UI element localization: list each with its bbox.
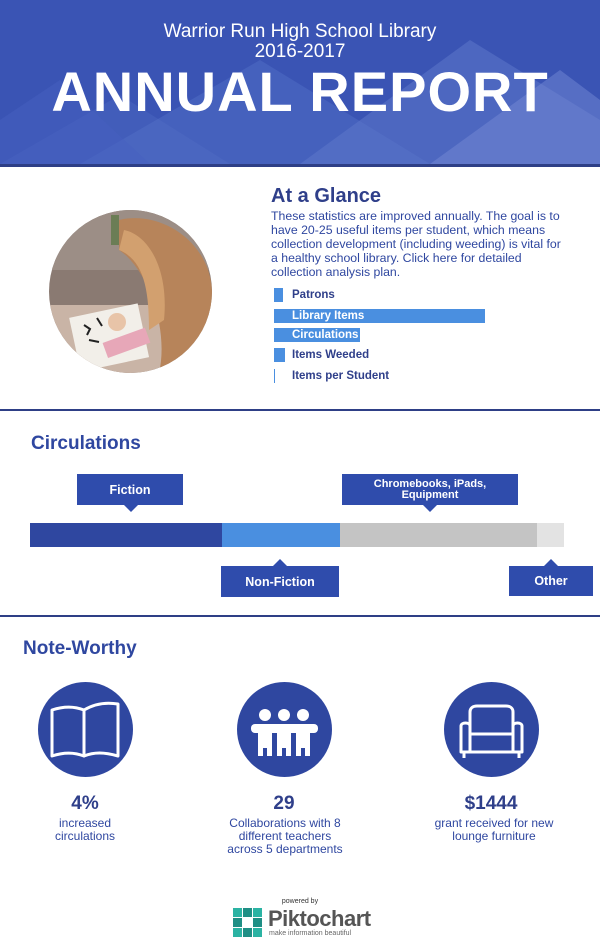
callout-pointer [544, 559, 558, 566]
segment-non-fiction [222, 523, 339, 547]
stat-bar [274, 369, 275, 383]
stat-label: Patrons [292, 289, 335, 301]
glance-title: At a Glance [271, 185, 382, 207]
note-description: Collaborations with 8 different teachers across 5 departments [227, 816, 343, 856]
circulations-bar [30, 523, 564, 547]
piktochart-logo-icon[interactable] [233, 908, 263, 938]
note-value: $1444 [464, 793, 518, 814]
school-name: Warrior Run High School Library [163, 21, 437, 42]
callout-label: Non-Fiction [245, 574, 315, 589]
section-divider [0, 409, 600, 411]
circulations-title: Circulations [31, 433, 141, 454]
glance-description[interactable]: These statistics are improved annually. The goal is to have 20-25 useful items per student, which means collection development (including weeding) is vital for a healthy school library. Click here for detailed collection analysis plan. [271, 209, 561, 279]
segment-chromebooks [340, 523, 538, 547]
callout-label: Fiction [109, 482, 151, 497]
callout-pointer [124, 505, 138, 512]
book-icon [38, 682, 133, 777]
people-icon [237, 682, 332, 777]
note-value: 4% [71, 793, 99, 814]
stat-bar [274, 348, 285, 362]
callout-chromebooks [342, 474, 518, 505]
callout-non-fiction [221, 566, 339, 597]
callout-pointer [423, 505, 437, 512]
callout-label: Other [534, 574, 568, 588]
stat-label: Items Weeded [292, 349, 370, 361]
callout-pointer [273, 559, 287, 566]
section-divider [0, 615, 600, 617]
callout-other [509, 566, 593, 596]
report-title: ANNUAL REPORT [51, 60, 549, 123]
piktochart-brand[interactable]: Piktochart [268, 906, 371, 931]
armchair-icon [444, 682, 539, 777]
stat-label: Library Items [292, 310, 365, 322]
note-description: increased circulations [54, 816, 116, 843]
callout-label: Chromebooks, iPads, Equipment [373, 477, 487, 501]
header-divider [0, 164, 600, 167]
callout-fiction [77, 474, 183, 505]
report-header [0, 0, 600, 164]
powered-by-text: powered by [281, 898, 319, 905]
student-photo [49, 210, 212, 373]
segment-other [537, 523, 564, 547]
stat-bar [274, 288, 283, 302]
note-value: 29 [273, 793, 295, 814]
note-description: grant received for new lounge furniture [434, 816, 554, 843]
stat-label: Circulations [292, 329, 359, 341]
noteworthy-title: Note-Worthy [23, 638, 137, 659]
stat-label: Items per Student [292, 370, 390, 382]
segment-fiction [30, 523, 222, 547]
piktochart-tagline: make information beautiful [269, 930, 352, 937]
report-year: 2016-2017 [254, 41, 346, 62]
